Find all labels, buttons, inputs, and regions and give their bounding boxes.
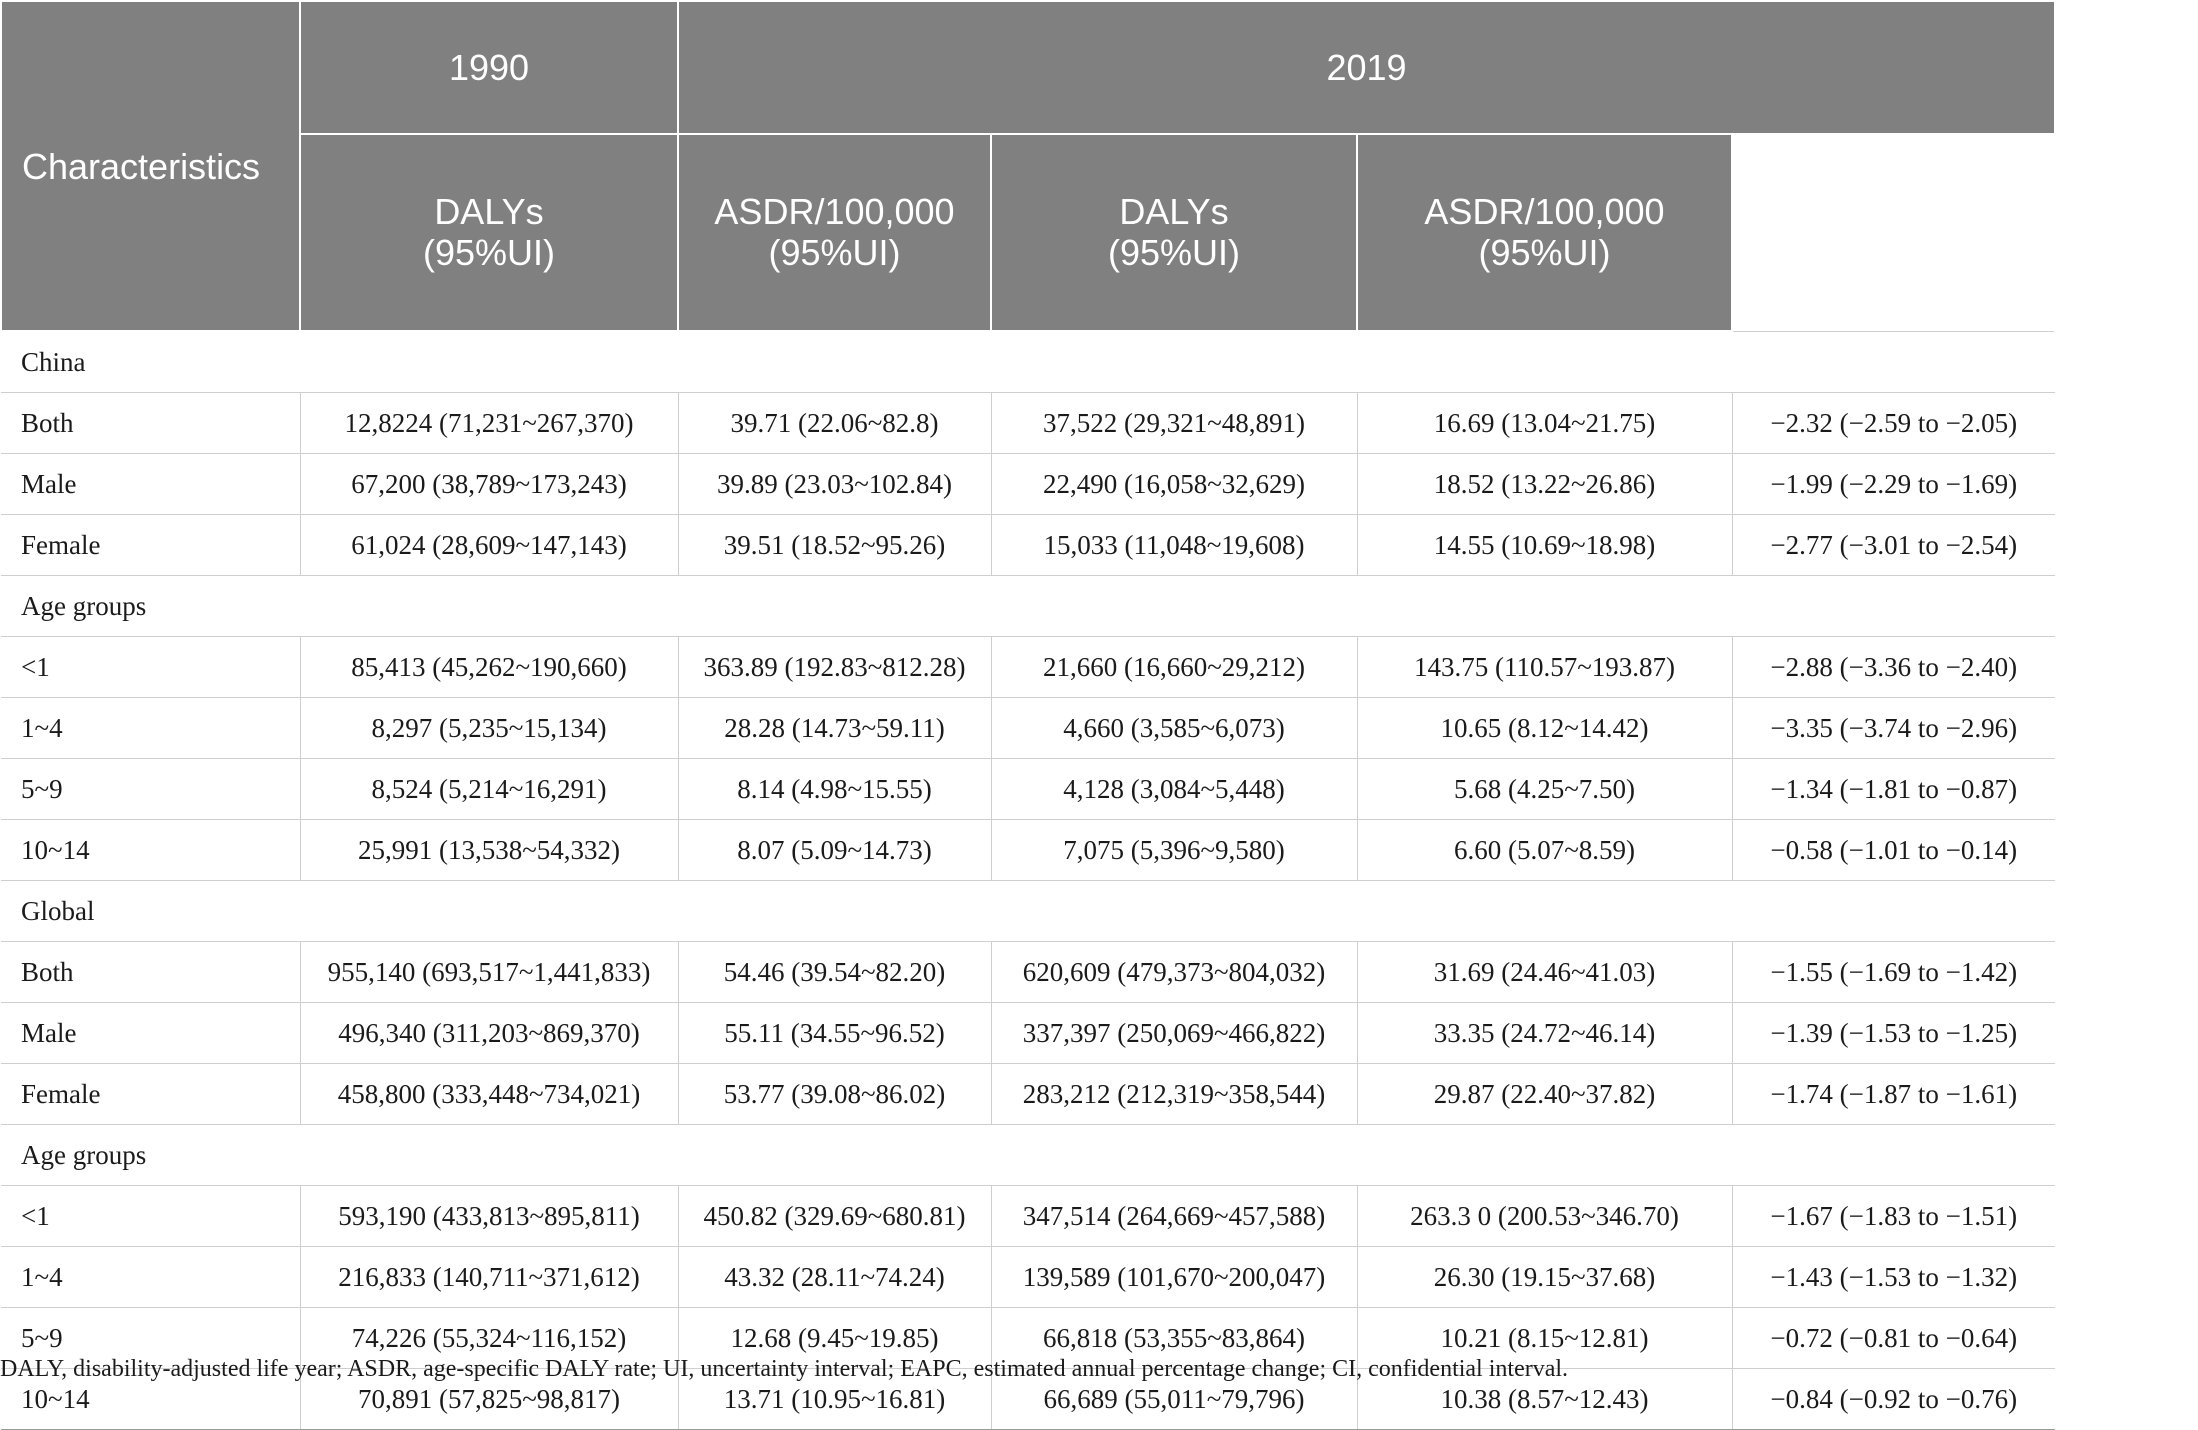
dalys-2019-cell: 139,589 (101,670~200,047) <box>991 1247 1357 1308</box>
row-label: 10~14 <box>1 1369 300 1430</box>
table-row <box>1 698 2055 759</box>
table-row <box>1 1247 2055 1308</box>
asdr-2019-cell: 263.3 0 (200.53~346.70) <box>1357 1186 1732 1247</box>
asdr-2019-cell: 31.69 (24.46~41.03) <box>1357 942 1732 1003</box>
dalys-1990-cell: 8,297 (5,235~15,134) <box>300 698 678 759</box>
dalys-2019-cell: 4,128 (3,084~5,448) <box>991 759 1357 820</box>
header-eapc-line1: EAPC of ASIR <box>2066 2 2165 125</box>
table-row <box>1 637 2055 698</box>
header-asdr-label: ASDR/100,000 <box>1424 191 1665 233</box>
table-row <box>1 942 2055 1003</box>
asdr-1990-cell: 43.32 (28.11~74.24) <box>678 1247 991 1308</box>
dalys-1990-cell: 67,200 (38,789~173,243) <box>300 454 678 515</box>
asdr-2019-cell: 143.75 (110.57~193.87) <box>1357 637 1732 698</box>
table-row <box>1 454 2055 515</box>
asdr-2019-cell: 5.68 (4.25~7.50) <box>1357 759 1732 820</box>
section-row-global <box>1 881 2055 942</box>
asdr-2019-cell: 26.30 (19.15~37.68) <box>1357 1247 1732 1308</box>
asdr-1990-cell: 13.71 (10.95~16.81) <box>678 1369 991 1430</box>
eapc-cell: −1.43 (−1.53 to −1.32) <box>1732 1247 2055 1308</box>
row-label: 1~4 <box>1 698 300 759</box>
eapc-cell: −2.32 (−2.59 to −2.05) <box>1732 393 2055 454</box>
header-asdr-2019 <box>1357 134 1732 331</box>
table-body <box>1 331 2055 1430</box>
dalys-2019-cell: 620,609 (479,373~804,032) <box>991 942 1357 1003</box>
row-label: Male <box>1 1003 300 1064</box>
asdr-1990-cell: 8.07 (5.09~14.73) <box>678 820 991 881</box>
row-label: 1~4 <box>1 1247 300 1308</box>
eapc-cell: −1.39 (−1.53 to −1.25) <box>1732 1003 2055 1064</box>
dalys-2019-cell: 7,075 (5,396~9,580) <box>991 820 1357 881</box>
asdr-1990-cell: 39.51 (18.52~95.26) <box>678 515 991 576</box>
section-label: Global <box>1 881 2055 942</box>
header-asdr-1990 <box>678 134 991 331</box>
dalys-1990-cell: 74,226 (55,324~116,152) <box>300 1308 678 1369</box>
dalys-1990-cell: 593,190 (433,813~895,811) <box>300 1186 678 1247</box>
asdr-2019-cell: 29.87 (22.40~37.82) <box>1357 1064 1732 1125</box>
dalys-1990-cell: 61,024 (28,609~147,143) <box>300 515 678 576</box>
asdr-2019-cell: 16.69 (13.04~21.75) <box>1357 393 1732 454</box>
section-label: Age groups <box>1 576 2055 637</box>
dalys-1990-cell: 85,413 (45,262~190,660) <box>300 637 678 698</box>
asdr-1990-cell: 450.82 (329.69~680.81) <box>678 1186 991 1247</box>
row-label: Female <box>1 515 300 576</box>
section-row-global-age-groups <box>1 1125 2055 1186</box>
header-eapc-line3: 1990 to 2019 <box>2066 207 2147 330</box>
dalys-1990-cell: 8,524 (5,214~16,291) <box>300 759 678 820</box>
asdr-2019-cell: 10.65 (8.12~14.42) <box>1357 698 1732 759</box>
row-label: Male <box>1 454 300 515</box>
dalys-2019-cell: 66,818 (53,355~83,864) <box>991 1308 1357 1369</box>
row-label: 5~9 <box>1 1308 300 1369</box>
header-year-1990: 1990 <box>300 1 678 134</box>
table-row <box>1 393 2055 454</box>
header-row-years <box>1 1 2055 134</box>
dalys-2019-cell: 347,514 (264,669~457,588) <box>991 1186 1357 1247</box>
dalys-1990-cell: 25,991 (13,538~54,332) <box>300 820 678 881</box>
eapc-cell: −1.67 (−1.83 to −1.51) <box>1732 1186 2055 1247</box>
eapc-cell: −0.72 (−0.81 to −0.64) <box>1732 1308 2055 1369</box>
asdr-1990-cell: 39.89 (23.03~102.84) <box>678 454 991 515</box>
asdr-2019-cell: 14.55 (10.69~18.98) <box>1357 515 1732 576</box>
table-header <box>1 1 2198 331</box>
asdr-1990-cell: 54.46 (39.54~82.20) <box>678 942 991 1003</box>
asdr-1990-cell: 53.77 (39.08~86.02) <box>678 1064 991 1125</box>
dalys-2019-cell: 37,522 (29,321~48,891) <box>991 393 1357 454</box>
eapc-cell: −0.84 (−0.92 to −0.76) <box>1732 1369 2055 1430</box>
dalys-1990-cell: 458,800 (333,448~734,021) <box>300 1064 678 1125</box>
dalys-2019-cell: 283,212 (212,319~358,544) <box>991 1064 1357 1125</box>
eapc-cell: −1.34 (−1.81 to −0.87) <box>1732 759 2055 820</box>
asdr-2019-cell: 10.38 (8.57~12.43) <box>1357 1369 1732 1430</box>
header-year-2019: 2019 <box>678 1 2055 134</box>
eapc-cell: −3.35 (−3.74 to −2.96) <box>1732 698 2055 759</box>
header-dalys-2019 <box>991 134 1357 331</box>
dalys-2019-cell: 4,660 (3,585~6,073) <box>991 698 1357 759</box>
dalys-2019-cell: 15,033 (11,048~19,608) <box>991 515 1357 576</box>
eapc-cell: −2.88 (−3.36 to −2.40) <box>1732 637 2055 698</box>
dalys-2019-cell: 21,660 (16,660~29,212) <box>991 637 1357 698</box>
section-row-china <box>1 331 2055 393</box>
table-row <box>1 820 2055 881</box>
dalys-2019-cell: 337,397 (250,069~466,822) <box>991 1003 1357 1064</box>
asdr-1990-cell: 12.68 (9.45~19.85) <box>678 1308 991 1369</box>
row-label: <1 <box>1 637 300 698</box>
dalys-2019-cell: 66,689 (55,011~79,796) <box>991 1369 1357 1430</box>
section-label: Age groups <box>1 1125 2055 1186</box>
header-ui-label: (95%UI) <box>768 232 901 274</box>
table-row <box>1 1064 2055 1125</box>
section-row-china-age-groups <box>1 576 2055 637</box>
header-ui-label: (95%UI) <box>422 232 556 274</box>
header-row-measures <box>1 134 2055 331</box>
row-label: Both <box>1 942 300 1003</box>
eapc-cell: −2.77 (−3.01 to −2.54) <box>1732 515 2055 576</box>
header-dalys-label: DALYs <box>434 191 544 233</box>
header-dalys-label: DALYs <box>1119 191 1229 233</box>
header-eapc-line2: (95%CI) from <box>2066 125 2198 207</box>
row-label: <1 <box>1 1186 300 1247</box>
header-dalys-1990 <box>300 134 678 331</box>
row-label: 10~14 <box>1 820 300 881</box>
table-footnote: DALY, disability-adjusted life year; ASDR, age-specific DALY rate; UI, uncertainty interval; EAPC, estimated annual percentage change; CI, confidential interval. <box>0 1356 1569 1382</box>
asdr-1990-cell: 8.14 (4.98~15.55) <box>678 759 991 820</box>
asdr-1990-cell: 28.28 (14.73~59.11) <box>678 698 991 759</box>
row-label: Female <box>1 1064 300 1125</box>
asdr-2019-cell: 33.35 (24.72~46.14) <box>1357 1003 1732 1064</box>
asdr-2019-cell: 18.52 (13.22~26.86) <box>1357 454 1732 515</box>
dalys-1990-cell: 12,8224 (71,231~267,370) <box>300 393 678 454</box>
section-label: China <box>1 331 2055 393</box>
header-ui-label: (95%UI) <box>1107 232 1241 274</box>
table-row <box>1 759 2055 820</box>
eapc-cell: −1.99 (−2.29 to −1.69) <box>1732 454 2055 515</box>
dalys-1990-cell: 70,891 (57,825~98,817) <box>300 1369 678 1430</box>
table-row <box>1 515 2055 576</box>
header-characteristics: Characteristics <box>1 1 300 331</box>
row-label: 5~9 <box>1 759 300 820</box>
dalys-2019-cell: 22,490 (16,058~32,629) <box>991 454 1357 515</box>
eapc-cell: −1.74 (−1.87 to −1.61) <box>1732 1064 2055 1125</box>
row-label: Both <box>1 393 300 454</box>
asdr-1990-cell: 39.71 (22.06~82.8) <box>678 393 991 454</box>
dalys-1990-cell: 955,140 (693,517~1,441,833) <box>300 942 678 1003</box>
asdr-1990-cell: 55.11 (34.55~96.52) <box>678 1003 991 1064</box>
table-row <box>1 1186 2055 1247</box>
asdr-1990-cell: 363.89 (192.83~812.28) <box>678 637 991 698</box>
asdr-2019-cell: 10.21 (8.15~12.81) <box>1357 1308 1732 1369</box>
dalys-1990-cell: 216,833 (140,711~371,612) <box>300 1247 678 1308</box>
dalys-1990-cell: 496,340 (311,203~869,370) <box>300 1003 678 1064</box>
eapc-cell: −0.58 (−1.01 to −0.14) <box>1732 820 2055 881</box>
header-ui-label: (95%UI) <box>1478 232 1611 274</box>
header-asdr-label: ASDR/100,000 <box>714 191 955 233</box>
table-row <box>1 1003 2055 1064</box>
asdr-2019-cell: 6.60 (5.07~8.59) <box>1357 820 1732 881</box>
eapc-cell: −1.55 (−1.69 to −1.42) <box>1732 942 2055 1003</box>
